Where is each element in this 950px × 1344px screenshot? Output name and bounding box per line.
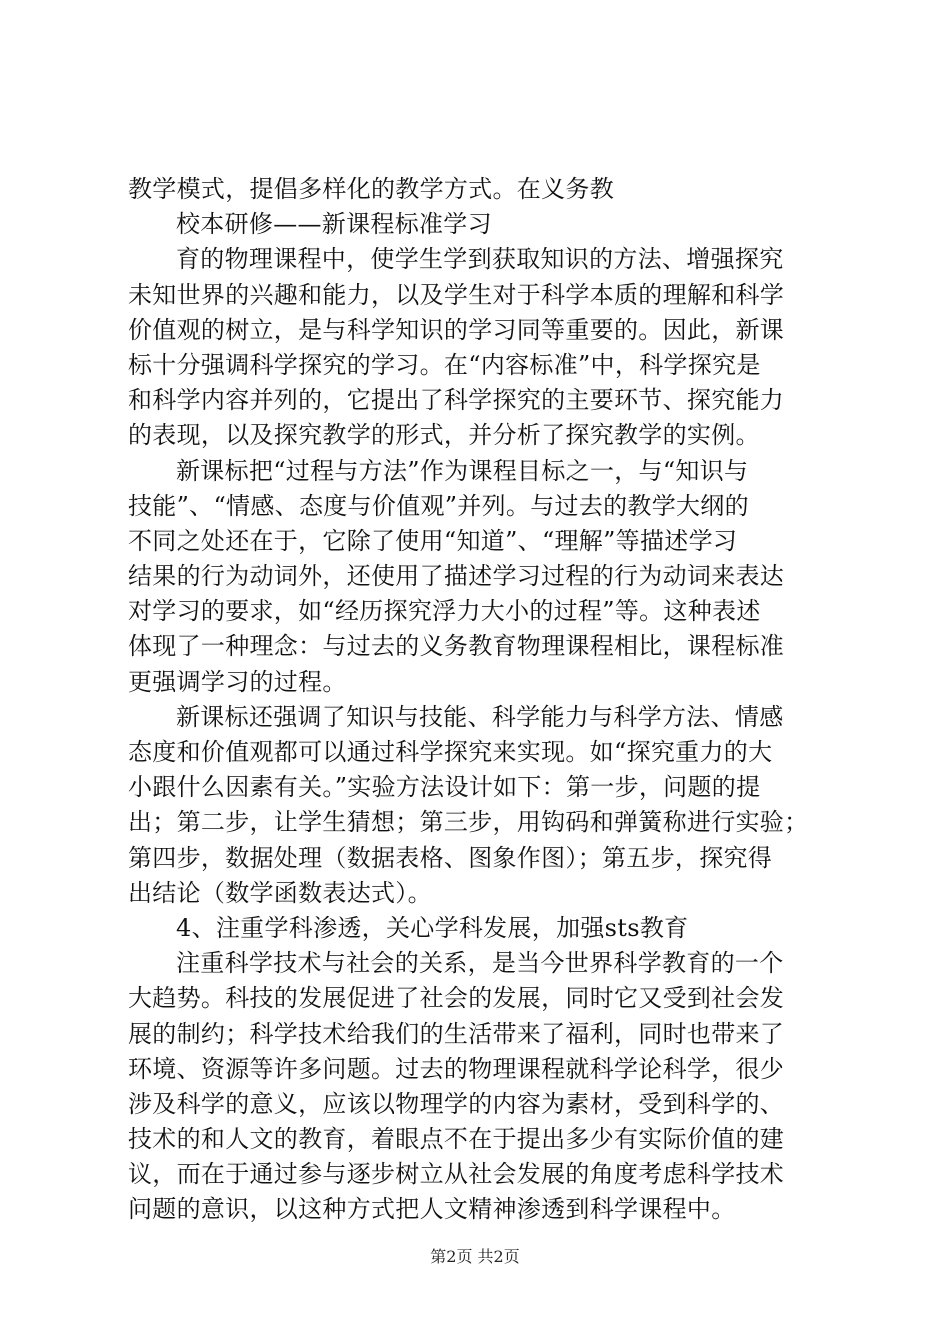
text-line: 议，而在于通过参与逐步树立从社会发展的角度考虑科学技术: [128, 1160, 785, 1189]
text-line: 态度和价值观都可以通过科学探究来实现。如“探究重力的大: [128, 738, 773, 766]
text-line: 问题的意识，以这种方式把人文精神渗透到科学课程中。: [128, 1195, 736, 1224]
section-heading: 4、注重学科渗透，关心学科发展，加强sts教育: [176, 913, 689, 942]
text-line: 技能”、“情感、态度与价值观”并列。与过去的教学大纲的: [128, 491, 749, 520]
text-line: 标十分强调科学探究的学习。在“内容标准”中，科学探究是: [128, 350, 761, 379]
text-line: 对学习的要求，如“经历探究浮力大小的过程”等。这种表述: [128, 597, 761, 626]
text-line: 第四步，数据处理（数据表格、图象作图）；第五步，探究得: [128, 843, 773, 872]
text-line: 结果的行为动词外，还使用了描述学习过程的行为动词来表达: [128, 562, 785, 591]
text-line: 育的物理课程中，使学生学到获取知识的方法、增强探究: [176, 245, 784, 274]
text-line: 价值观的树立，是与科学知识的学习同等重要的。因此，新课: [128, 315, 785, 344]
text-line: 展的制约；科学技术给我们的生活带来了福利，同时也带来了: [128, 1019, 785, 1048]
text-line: 新课标把“过程与方法”作为课程目标之一，与“知识与: [176, 456, 749, 485]
page-footer: 第2页 共2页: [430, 1247, 520, 1266]
text-line: 大趋势。科技的发展促进了社会的发展，同时它又受到社会发: [128, 984, 785, 1013]
text-line: 出结论（数学函数表达式）。: [128, 878, 432, 907]
text-line: 小跟什么因素有关。”实验方法设计如下：第一步，问题的提: [128, 773, 761, 802]
text-line: 技术的和人文的教育，着眼点不在于提出多少有实际价值的建: [128, 1125, 785, 1154]
text-line: 体现了一种理念：与过去的义务教育物理课程相比，课程标准: [128, 632, 785, 661]
text-line: 未知世界的兴趣和能力，以及学生对于科学本质的理解和科学: [128, 280, 785, 309]
document-body: [128, 172, 838, 1228]
text-line: 新课标还强调了知识与技能、科学能力与科学方法、情感: [176, 702, 784, 731]
text-line: 更强调学习的过程。: [128, 667, 347, 696]
text-line: 的表现，以及探究教学的形式，并分析了探究教学的实例。: [128, 421, 760, 450]
text-line: 注重科学技术与社会的关系，是当今世界科学教育的一个: [176, 949, 784, 978]
text-line: 不同之处还在于，它除了使用“知道”、“理解”等描述学习: [128, 526, 738, 555]
text-line: 环境、资源等许多问题。过去的物理课程就科学论科学，很少: [128, 1054, 785, 1083]
text-line: 和科学内容并列的，它提出了科学探究的主要环节、探究能力: [128, 386, 785, 415]
text-line: 出；第二步，让学生猜想；第三步，用钩码和弹簧称进行实验；: [128, 808, 809, 837]
text-line: 涉及科学的意义，应该以物理学的内容为素材，受到科学的、: [128, 1089, 785, 1118]
text-line: 教学模式，提倡多样化的教学方式。在义务教: [128, 175, 614, 203]
section-heading: 校本研修——新课程标准学习: [176, 210, 492, 239]
